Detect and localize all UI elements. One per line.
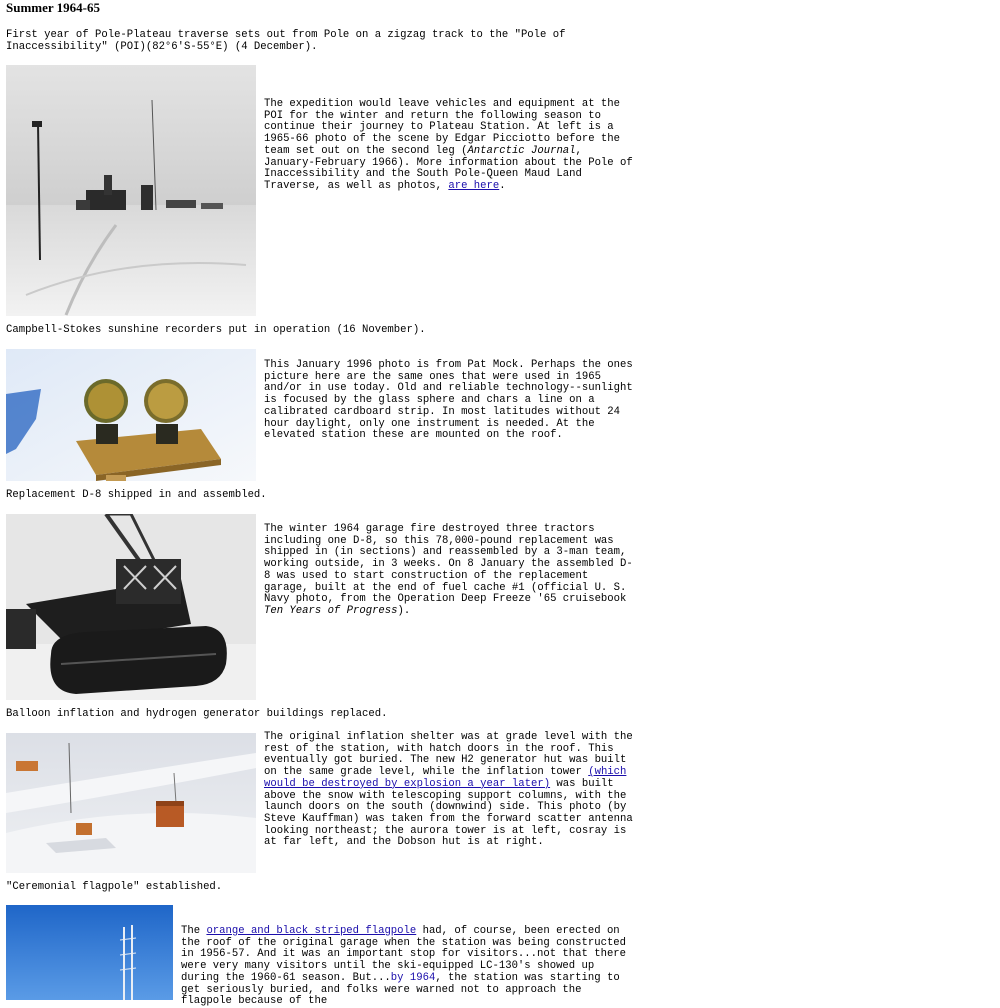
flagpole-caption: "Ceremonial flagpole" established. bbox=[6, 881, 223, 893]
sunshine-text: This January 1996 photo is from Pat Mock. Perhaps the ones picture here are the same ones that were used in 1965 and/or in use today. Old and reliable technology--sunlight is focused by the glass sphere and chars a line on a calibrated cardboard strip. In most latitudes without 24 hour daylight, only one instrument is needed. At the elevated station these are mounted on the roof. bbox=[264, 359, 633, 442]
balloon-text-part: was built above the snow with telescoping support columns, with the launch doors on the south (downwind) side. This photo (by Steve Kauffman) was taken from the forward scatter antenna looking northeast; the aurora tower is at left, cosray is at far left, and the Dobson hut is at right. bbox=[264, 777, 633, 849]
poi-text-part: . bbox=[499, 179, 506, 192]
d8-text-part: ). bbox=[397, 604, 411, 617]
flagpole-text-part: had, of course, been erected on the roof of the original garage when the station was being constructed in 1956-57. And it was an important stop for visitors...not that there were very many visitors until the ski-equipped LC-130's showed up during the 1960-61 season. But... bbox=[181, 925, 627, 984]
balloon-caption: Balloon inflation and hydrogen generator buildings replaced. bbox=[6, 708, 388, 720]
balloon-text-part: The original inflation shelter was at grade level with the rest of the station, with hatch doors in the roof. This eventually got buried. The new H2 generator hut was built on the same grade level, while the inflation tower bbox=[264, 731, 633, 779]
sunshine-photo bbox=[6, 349, 256, 481]
flagpole-text-part: , the station was starting to get seriously buried, and folks were warned not to approach the flagpole because of the bbox=[181, 971, 620, 1008]
poi-photos-link[interactable]: are here bbox=[448, 179, 500, 192]
flagpole-photo bbox=[6, 905, 173, 1000]
balloon-photo bbox=[6, 733, 256, 873]
d8-text-part: The winter 1964 garage fire destroyed three tractors including one D-8, so this 78,000-pound replacement was shipped in (in sections) and reassembled by a 3-man team, working outside, in 3 weeks. On 8 January the assembled D-8 was used to start construction of the replacement garage, built at the end of fuel cache #1 (official U. S. Navy photo, from the Operation Deep Freeze '65 cruisebook bbox=[264, 523, 633, 606]
poi-text-part: The expedition would leave vehicles and equipment at the POI for the winter and return the following season to continue their journey to Plateau Station. At left is a 1965-66 photo of the scene by Edgar Picciotto before the team set out on the second leg ( bbox=[264, 98, 621, 157]
poi-text-part: , January-February 1966). More information about the Pole of Inaccessibility and the South Pole-Queen Maud Land Traverse, as well as photos, bbox=[264, 144, 633, 192]
by-1964-link[interactable]: by 1964 bbox=[390, 971, 436, 984]
inflation-tower-explosion-link[interactable]: (which would be destroyed by explosion a year later) bbox=[264, 766, 627, 790]
flagpole-text bbox=[181, 926, 636, 1008]
sunshine-caption: Campbell-Stokes sunshine recorders put in operation (16 November). bbox=[6, 324, 426, 336]
d8-caption: Replacement D-8 shipped in and assembled. bbox=[6, 489, 267, 501]
balloon-text bbox=[264, 732, 636, 849]
page-heading: Summer 1964-65 bbox=[6, 0, 101, 15]
d8-cruisebook-title: Ten Years of Progress bbox=[264, 604, 398, 617]
d8-text bbox=[264, 524, 636, 618]
poi-caption: First year of Pole-Plateau traverse sets out from Pole on a zigzag track to the "Pole of Inaccessibility" (POI)(82°6'S-55°E) (4 December). bbox=[6, 29, 572, 53]
striped-flagpole-link[interactable]: orange and black striped flagpole bbox=[206, 925, 417, 937]
poi-journal-title: Antarctic Journal bbox=[467, 144, 576, 157]
poi-photo bbox=[6, 65, 256, 316]
d8-photo bbox=[6, 514, 256, 700]
poi-text bbox=[264, 99, 636, 193]
flagpole-text-part: The bbox=[181, 925, 207, 937]
